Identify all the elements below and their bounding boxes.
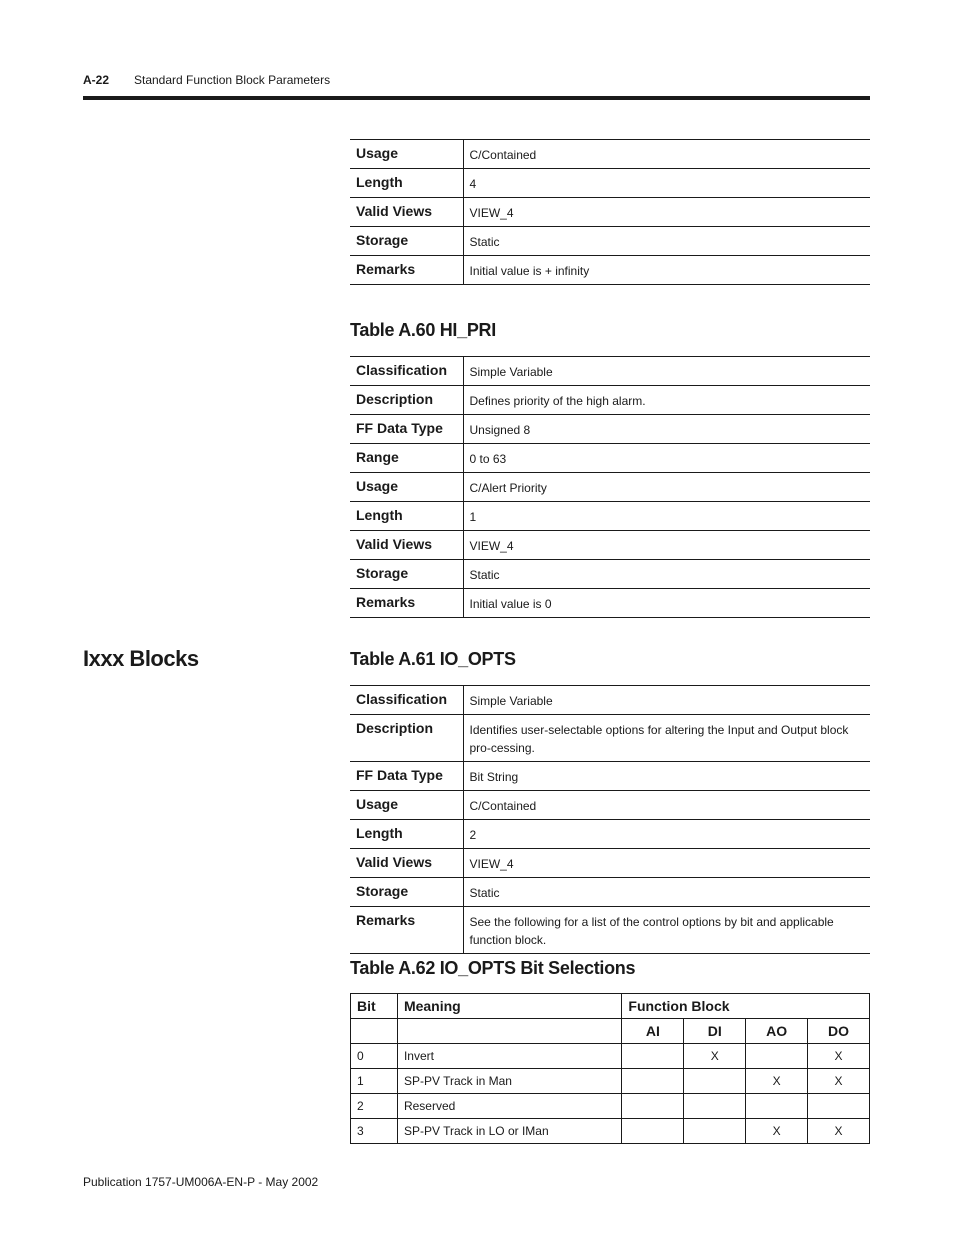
table-row [350, 715, 870, 762]
row-value: Static [463, 227, 870, 256]
row-value: VIEW_4 [463, 849, 870, 878]
page-header [83, 73, 870, 93]
row-key: Classification [350, 357, 463, 386]
row-key: Storage [350, 227, 463, 256]
row-value: Initial value is 0 [463, 589, 870, 618]
publication-footer: Publication 1757-UM006A-EN-P - May 2002 [83, 1175, 319, 1189]
cell-ai [622, 1094, 684, 1119]
table-row [351, 1119, 870, 1144]
table-header-row [351, 994, 870, 1019]
row-value: C/Contained [463, 140, 870, 169]
row-value: Simple Variable [463, 357, 870, 386]
row-value: Unsigned 8 [463, 415, 870, 444]
row-value: Identifies user-selectable options for altering the Input and Output block pro-cessing. [463, 715, 870, 762]
cell-do: X [808, 1069, 870, 1094]
cell-di: X [684, 1044, 746, 1069]
subheader-empty [351, 1019, 398, 1044]
table-continued [350, 139, 870, 285]
table-row [350, 762, 870, 791]
cell-ao: X [746, 1069, 808, 1094]
subheader-ao: AO [746, 1019, 808, 1044]
running-title: Standard Function Block Parameters [134, 73, 331, 87]
row-key: FF Data Type [350, 762, 463, 791]
cell-do: X [808, 1044, 870, 1069]
row-value: Simple Variable [463, 686, 870, 715]
row-value: See the following for a list of the control options by bit and applicable function block. [463, 907, 870, 954]
cell-bit: 1 [351, 1069, 398, 1094]
cell-do [808, 1094, 870, 1119]
row-key: Description [350, 386, 463, 415]
row-key: Usage [350, 473, 463, 502]
table-row [350, 444, 870, 473]
section-title: Ixxx Blocks [83, 646, 199, 671]
subheader-di: DI [684, 1019, 746, 1044]
table-row [350, 791, 870, 820]
row-value: C/Contained [463, 791, 870, 820]
table-row [350, 256, 870, 285]
table-a60-caption: Table A.60 HI_PRI [350, 320, 496, 340]
row-value: Static [463, 878, 870, 907]
table-row [350, 560, 870, 589]
row-key: Remarks [350, 256, 463, 285]
cell-meaning: SP-PV Track in Man [397, 1069, 621, 1094]
table-row [350, 531, 870, 560]
table-row [350, 169, 870, 198]
row-value: 0 to 63 [463, 444, 870, 473]
table-a61-caption: Table A.61 IO_OPTS [350, 649, 516, 669]
row-key: Remarks [350, 907, 463, 954]
table-a62 [350, 993, 870, 1144]
row-value: 4 [463, 169, 870, 198]
cell-di [684, 1069, 746, 1094]
cell-ai [622, 1069, 684, 1094]
cell-bit: 3 [351, 1119, 398, 1144]
cell-do: X [808, 1119, 870, 1144]
table-row [350, 820, 870, 849]
row-key: Usage [350, 791, 463, 820]
table-row [350, 849, 870, 878]
cell-di [684, 1094, 746, 1119]
table-row [351, 1044, 870, 1069]
row-key: Storage [350, 560, 463, 589]
cell-di [684, 1119, 746, 1144]
table-a61 [350, 685, 870, 954]
cell-bit: 2 [351, 1094, 398, 1119]
page-number: A-22 [83, 73, 110, 87]
table-row [350, 589, 870, 618]
row-value: Static [463, 560, 870, 589]
row-key: Range [350, 444, 463, 473]
row-value: 2 [463, 820, 870, 849]
table-row [350, 907, 870, 954]
table-row [350, 386, 870, 415]
cell-meaning: Reserved [397, 1094, 621, 1119]
cell-meaning: SP-PV Track in LO or IMan [397, 1119, 621, 1144]
col-header-function-block: Function Block [622, 994, 870, 1019]
table-row [350, 357, 870, 386]
row-key: Valid Views [350, 849, 463, 878]
row-key: Storage [350, 878, 463, 907]
table-a60 [350, 356, 870, 618]
cell-ao [746, 1044, 808, 1069]
row-value: Initial value is + infinity [463, 256, 870, 285]
table-row [350, 686, 870, 715]
table-row [351, 1069, 870, 1094]
table-a62-caption: Table A.62 IO_OPTS Bit Selections [350, 958, 636, 978]
row-value: VIEW_4 [463, 531, 870, 560]
table-row [350, 415, 870, 444]
table-subheader-row [351, 1019, 870, 1044]
cell-meaning: Invert [397, 1044, 621, 1069]
row-key: Valid Views [350, 531, 463, 560]
header-rule [83, 96, 870, 100]
table-row [350, 140, 870, 169]
row-key: Valid Views [350, 198, 463, 227]
table-row [350, 502, 870, 531]
row-key: Remarks [350, 589, 463, 618]
table-row [351, 1094, 870, 1119]
row-value: 1 [463, 502, 870, 531]
table-row [350, 473, 870, 502]
col-header-meaning: Meaning [397, 994, 621, 1019]
row-key: Classification [350, 686, 463, 715]
cell-ai [622, 1044, 684, 1069]
cell-ao: X [746, 1119, 808, 1144]
row-key: Description [350, 715, 463, 762]
row-value: Bit String [463, 762, 870, 791]
row-key: FF Data Type [350, 415, 463, 444]
col-header-bit: Bit [351, 994, 398, 1019]
subheader-empty [397, 1019, 621, 1044]
subheader-ai: AI [622, 1019, 684, 1044]
cell-ai [622, 1119, 684, 1144]
row-key: Length [350, 169, 463, 198]
table-row [350, 227, 870, 256]
table-row [350, 198, 870, 227]
row-key: Usage [350, 140, 463, 169]
row-value: C/Alert Priority [463, 473, 870, 502]
row-key: Length [350, 502, 463, 531]
row-value: Defines priority of the high alarm. [463, 386, 870, 415]
cell-bit: 0 [351, 1044, 398, 1069]
row-value: VIEW_4 [463, 198, 870, 227]
row-key: Length [350, 820, 463, 849]
subheader-do: DO [808, 1019, 870, 1044]
cell-ao [746, 1094, 808, 1119]
table-row [350, 878, 870, 907]
